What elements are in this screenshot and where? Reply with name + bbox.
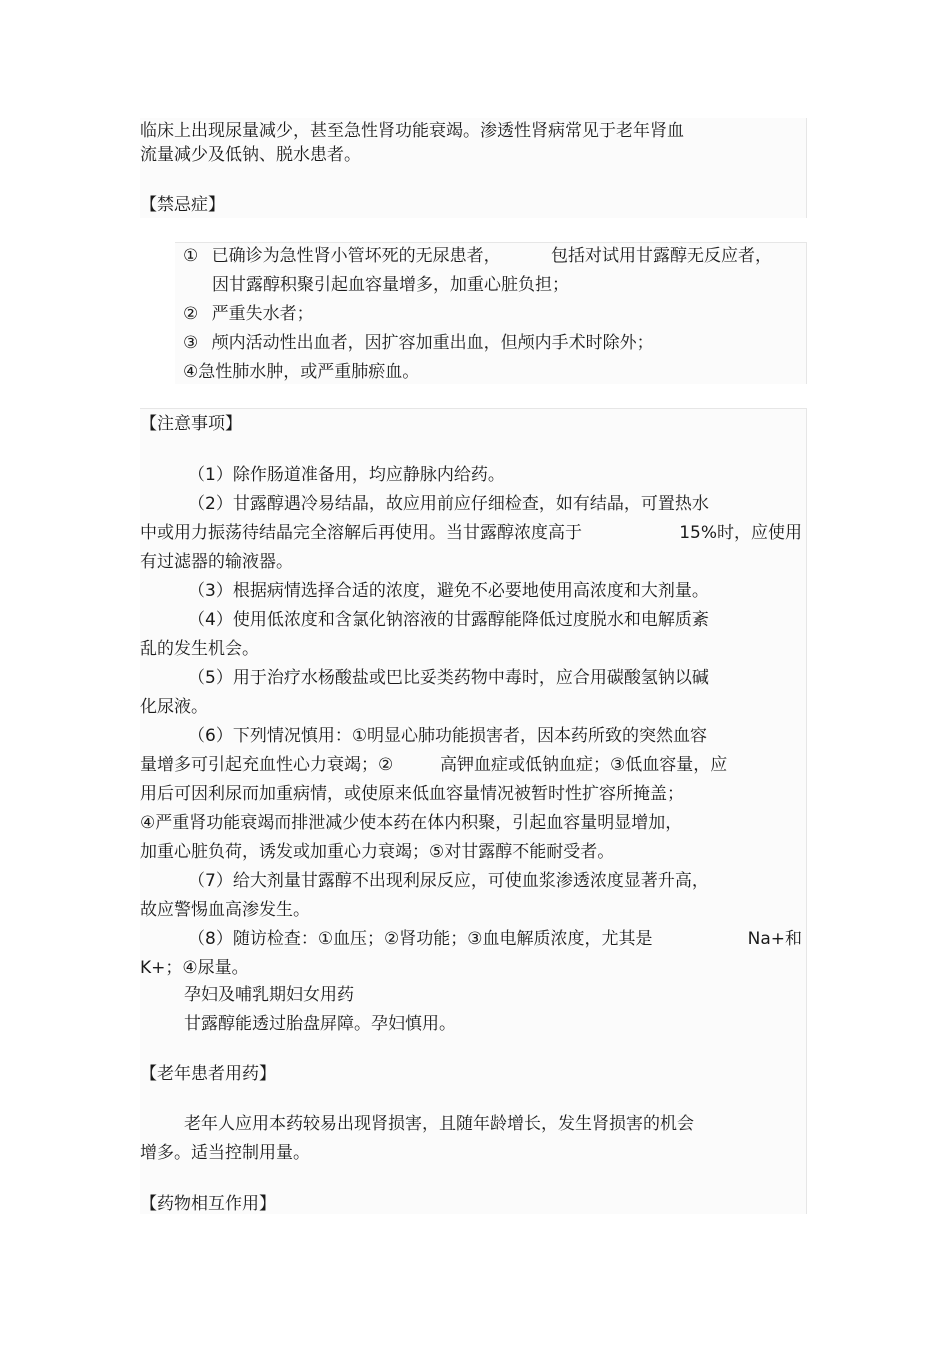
precaution-4-line-1: （4）使用低浓度和含氯化钠溶液的甘露醇能降低过度脱水和电解质紊	[188, 610, 709, 630]
item-text: 已确诊为急性肾小管坏死的无尿患者，	[211, 246, 501, 266]
precaution-7-line-2: 故应警惕血高渗发生。	[140, 900, 310, 920]
item-number: ①	[183, 246, 199, 266]
precaution-6-line-4: ④严重肾功能衰竭而排泄减少使本药在体内积聚，引起血容量明显增加，	[140, 813, 683, 833]
intro-line-2: 流量减少及低钠、脱水患者。	[140, 145, 361, 165]
contraindications-list	[175, 242, 807, 384]
precaution-2-line-3: 有过滤器的输液器。	[140, 552, 293, 572]
precaution-3: （3）根据病情选择合适的浓度，避免不必要地使用高浓度和大剂量。	[188, 581, 709, 601]
item-text: 颅内活动性出血者，因扩容加重出血，但颅内手术时除外；	[211, 333, 654, 353]
interactions-heading: 【药物相互作用】	[140, 1194, 276, 1214]
list-item: 因甘露醇积聚引起血容量增多，加重心脏负担；	[212, 275, 569, 295]
item-number: ②	[183, 304, 199, 324]
pregnancy-text: 甘露醇能透过胎盘屏障。孕妇慎用。	[184, 1014, 456, 1034]
list-item-continuation: 包括对试用甘露醇无反应者，	[551, 246, 772, 266]
precautions-heading: 【注意事项】	[140, 414, 242, 434]
elderly-line-1: 老年人应用本药较易出现肾损害，且随年龄增长，发生肾损害的机会	[184, 1114, 694, 1134]
precaution-6-line-2b: 高钾血症或低钠血症；③低血容量，应	[440, 755, 728, 775]
precaution-6-line-3: 用后可因利尿而加重病情，或使原来低血容量情况被暂时性扩容所掩盖；	[140, 784, 684, 804]
precaution-6-line-1: （6）下列情况慎用：①明显心肺功能损害者，因本药所致的突然血容	[188, 726, 708, 746]
precaution-6-line-2a: 量增多可引起充血性心力衰竭；②	[140, 755, 394, 775]
precaution-6-line-5: 加重心脏负荷，诱发或加重心力衰竭；⑤对甘露醇不能耐受者。	[140, 842, 615, 862]
precaution-8-line-1: （8）随访检查：①血压；②肾功能；③血电解质浓度，尤其是	[188, 929, 653, 949]
precaution-5-line-2: 化尿液。	[140, 697, 208, 717]
precaution-1: （1）除作肠道准备用，均应静脉内给药。	[188, 465, 505, 485]
precautions-block	[140, 408, 807, 1214]
list-item: ④急性肺水肿，或严重肺瘀血。	[183, 362, 420, 382]
list-item	[183, 332, 654, 354]
precaution-7-line-1: （7）给大剂量甘露醇不出现利尿反应，可使血浆渗透浓度显著升高，	[188, 871, 709, 891]
contraindications-heading: 【禁忌症】	[140, 195, 225, 215]
intro-line-1: 临床上出现尿量减少，甚至急性肾功能衰竭。渗透性肾病常见于老年肾血	[140, 121, 684, 141]
precaution-5-line-1: （5）用于治疗水杨酸盐或巴比妥类药物中毒时，应合用碳酸氢钠以碱	[188, 668, 709, 688]
precaution-2-line-1: （2）甘露醇遇冷易结晶，故应用前应仔细检查，如有结晶，可置热水	[188, 494, 709, 514]
pregnancy-title: 孕妇及哺乳期妇女用药	[184, 985, 354, 1005]
precaution-4-line-2: 乱的发生机会。	[140, 639, 259, 659]
item-text: 严重失水者；	[211, 304, 314, 324]
precaution-2-line-2-end: 15%时，应使用	[679, 523, 802, 543]
precaution-8-line-2: K+；④尿量。	[140, 958, 249, 978]
intro-block	[140, 118, 807, 218]
item-number: ③	[183, 333, 199, 353]
precaution-2-line-2: 中或用力振荡待结晶完全溶解后再使用。当甘露醇浓度高于	[140, 523, 582, 543]
list-item	[183, 303, 314, 325]
elderly-line-2: 增多。适当控制用量。	[140, 1143, 310, 1163]
list-item	[183, 245, 501, 267]
elderly-heading: 【老年患者用药】	[140, 1064, 276, 1084]
precaution-8-line-1-end: Na+和	[747, 929, 802, 949]
